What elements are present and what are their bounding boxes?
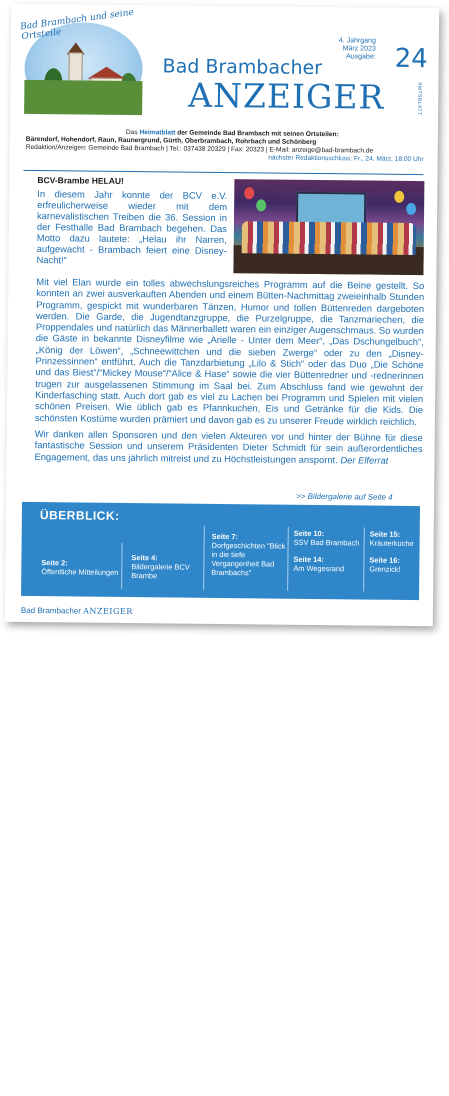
photo-balloon <box>256 199 266 211</box>
overview-title: ÜBERBLICK: <box>39 508 120 523</box>
overview-item-page: Seite 16: <box>369 555 400 565</box>
subheader-rest: der Gemeinde Bad Brambach mit seinen Ortsteilen: <box>175 129 339 139</box>
subheader-prefix: Das <box>125 128 140 137</box>
overview-item-text: Öffentliche Mitteilungen <box>41 567 119 577</box>
subheader-contact: Redaktion/Anzeigen: Gemeinde Bad Brambach | Tel.: 037438 20329 | Fax: 20323 | E-Mail: anzeige@bad-brambach.de <box>25 143 374 155</box>
overview-item-page: Seite 7: <box>211 531 239 542</box>
overview-separator <box>121 543 122 589</box>
overview-item-page: Seite 14: <box>293 554 324 565</box>
overview-item-text: Am Wegesrand <box>293 563 345 574</box>
article-signature: Der Elferrat <box>340 453 389 466</box>
overview-item-text: Dorfgeschichten "Blick in die tiefe Vergangenheit Bad Brambachs" <box>211 540 286 578</box>
footer-left: Bad Brambacher <box>20 605 81 616</box>
overview-item[interactable] <box>131 553 201 581</box>
article-intro: In diesem Jahr konnte der BCV e.V. erfreulicherweise wieder mit dem karnevalistischen Treiben die 36. Session in der Festhalle Bad Brambach begehen. Das Motto dazu lautete: „Helau ihr Narren, aufgewacht - Brambach feiert eine Disney-Nacht!“ <box>36 188 228 266</box>
subheader-bold: Heimatblatt <box>139 129 176 137</box>
overview-item-text: SSV Bad Brambach <box>293 537 360 548</box>
photo-balloon <box>406 203 416 215</box>
issue-year: 4. Jahrgang <box>338 37 376 45</box>
overview-item[interactable] <box>369 556 419 575</box>
article-headline: BCV-Brambe HELAU! <box>37 175 124 186</box>
photo-balloon <box>244 187 254 199</box>
overview-item-page: Seite 15: <box>369 529 401 539</box>
subheader-villages: Bärendorf, Hohendorf, Raun, Raunergrund, Gürth, Oberbrambach, Rohrbach und Schönberg <box>25 135 317 146</box>
masthead-title-top: Bad Brambacher <box>162 55 323 80</box>
masthead-title-main: ANZEIGER <box>188 75 385 117</box>
logo-ground <box>24 80 142 115</box>
overview-item[interactable] <box>294 529 364 548</box>
overview-item-page: Seite 4: <box>131 553 158 563</box>
overview-item-text: Bildergalerie BCV Brambe <box>131 562 190 581</box>
overview-item-page: Seite 10: <box>293 528 325 539</box>
issue-number: 24 <box>394 43 428 75</box>
footer-right: ANZEIGER <box>83 606 133 617</box>
logo-lettering: Bad Brambach und seine Ortsteile <box>19 7 135 43</box>
overview-item-page: Seite 2: <box>41 558 68 568</box>
divider <box>23 170 423 175</box>
newspaper-page <box>5 4 439 1096</box>
photo-balloon <box>394 191 404 203</box>
subheader <box>26 128 424 164</box>
overview-item[interactable] <box>211 532 285 578</box>
article-body: Mit viel Elan wurde ein tolles abwechslungsreiches Programm auf die Beine gestellt. So konnten an zwei ausverkauften Abenden und einem Bütten-Nachmittag zweieinhalb Stunden Programm, gespickt mit wunderbaren Tänzen, Humor und tollen Büttenreden dargeboten werden. Die Garde, die Jugendtanzgruppe, die Purzelgruppe, die Tanzmariechen, die Proppendales und natürlich das Männerballett waren ein einziger Augenschmaus. So wurden die Gäste in bekannte Disneyfilme wie „Arielle - Unter dem Meer“, „Das Dschungelbuch“, „König der Löwen“, „Schneewittchen und die sieben Zwerge“ oder zu den „Disney-Prinzessinnen“ entführt. Auch die Tanzdarbietung „Lilo & Stich“ oder das Duo „Die Schöne und das Biest“/“Mickey Mouse“/“Alice & Hase“ sowie die vier Büttenredner und -rednerinnen trugen zur ausgelassenen Stimmung im Saal bei. Zum Abschluss fand wie gewohnt der Kinderfasching statt. Auch dort gab es viel zu Lachen bei Programm und Spielen mit vielen schönen Preisen. Wie üblich gab es Pfannkuchen, Eis und Getränke für die Kids. Die schönsten Kostüme wurden prämiert und davon gab es zu unserer Freude wirklich reichlich. <box>34 276 425 427</box>
overview-separator <box>203 526 205 590</box>
overview-item[interactable] <box>370 530 420 549</box>
overview-separator <box>287 527 289 591</box>
gallery-link[interactable]: >> Bildergalerie auf Seite 4 <box>296 491 393 502</box>
carnival-stage-photo <box>233 179 424 275</box>
issue-date: März 2023 <box>342 45 376 53</box>
overview-item-text: Kräuterküche <box>369 538 414 549</box>
overview-separator <box>363 527 365 591</box>
overview-item[interactable] <box>293 555 363 574</box>
issue-info <box>339 37 376 61</box>
thanks-text: Wir danken allen Sponsoren und den vielen Akteuren vor und hinter der Bühne für diese fantastische Session und unserem Präsidenten Dieter Schmidt für sein außerordentliches Engagement, das uns jährlich mitreist und zu Höchstleistungen anspornt. <box>34 428 423 465</box>
overview-item-text: Grenzick! <box>369 564 401 574</box>
amtsblatt-label: AMTSBLATT <box>416 82 423 116</box>
page-number: 1 <box>425 1090 430 1096</box>
overview-item[interactable] <box>41 558 121 577</box>
subheader-deadline: nächster Redaktionsschluss: Fr., 24. März, 18:00 Uhr <box>268 154 424 164</box>
issue-label: Ausgabe: <box>346 53 376 61</box>
footer <box>21 606 133 616</box>
photo-performers <box>242 221 416 255</box>
article-thanks <box>34 428 422 466</box>
